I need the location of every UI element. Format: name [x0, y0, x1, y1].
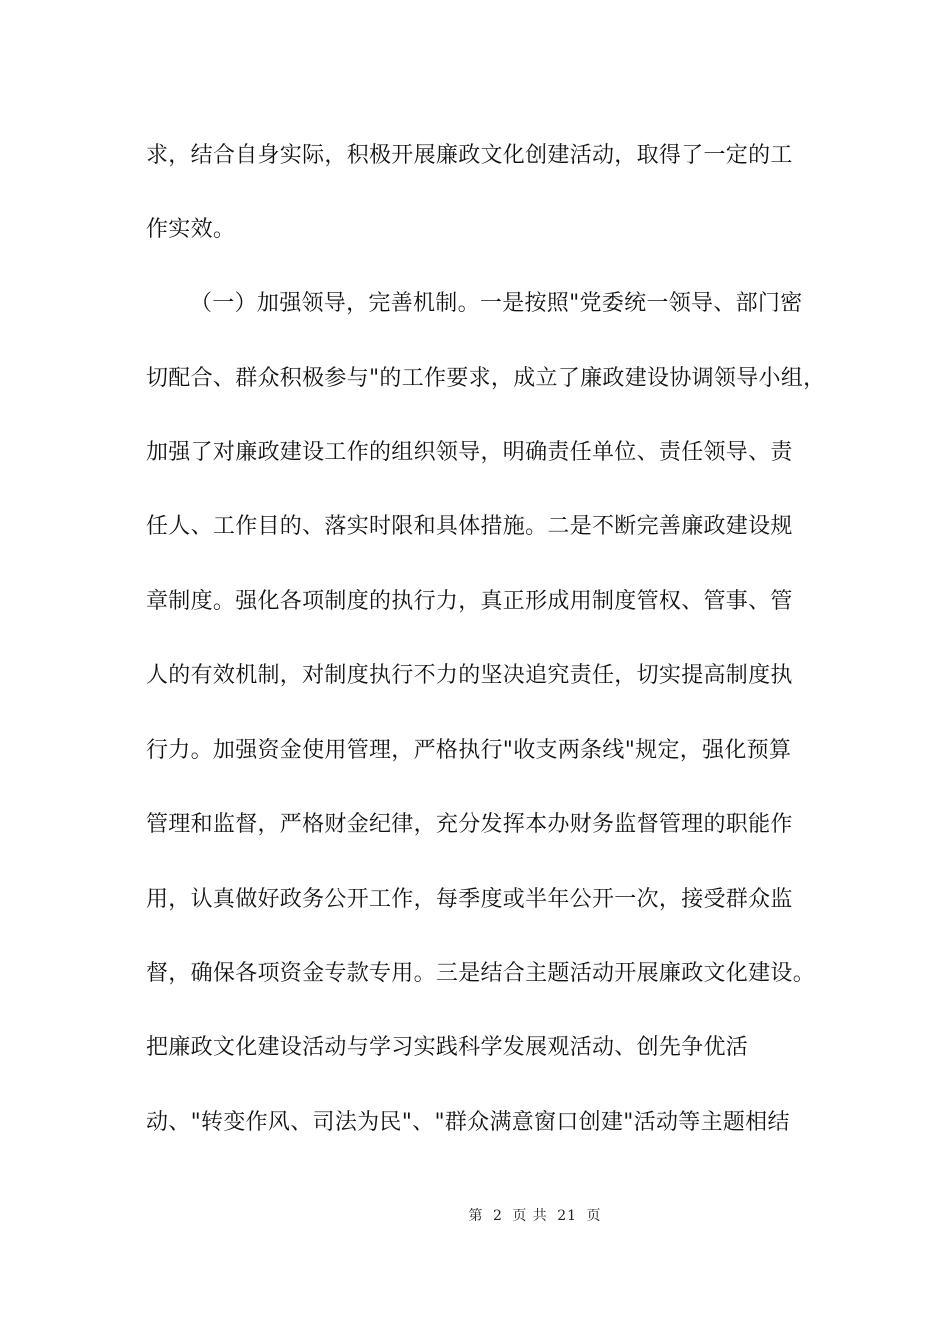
footer-middle: 页 共: [512, 1208, 548, 1224]
page-footer: [0, 1206, 950, 1226]
paragraph-line: 用，认真做好政务公开工作，每季度或半年公开一次，接受群众监: [146, 887, 793, 912]
paragraph-line: 人的有效机制，对制度执行不力的坚决追究责任，切实提高制度执: [146, 663, 793, 688]
paragraph-line: 任人、工作目的、落实时限和具体措施。二是不断完善廉政建设规: [146, 514, 793, 539]
paragraph-line: 作实效。: [146, 217, 236, 242]
footer-suffix: 页: [586, 1208, 602, 1224]
paragraph-line: 督，确保各项资金专款专用。三是结合主题活动开展廉政文化建设。: [146, 961, 816, 986]
paragraph-line: （一）加强领导，完善机制。一是按照"党委统一领导、部门密: [190, 291, 803, 316]
paragraph-line: 把廉政文化建设活动与学习实践科学发展观活动、创先争优活: [146, 1035, 749, 1060]
paragraph-line: 切配合、群众积极参与"的工作要求，成立了廉政建设协调领导小组，: [146, 366, 826, 391]
footer-prefix: 第: [468, 1208, 484, 1224]
footer-total-pages: 21: [557, 1208, 578, 1224]
paragraph-line: 加强了对廉政建设工作的组织领导，明确责任单位、责任领导、责: [146, 440, 793, 465]
paragraph-line: 求，结合自身实际，积极开展廉政文化创建活动，取得了一定的工: [146, 143, 793, 168]
footer-current-page: 2: [492, 1208, 503, 1224]
paragraph-line: 管理和监督，严格财金纪律，充分发挥本办财务监督管理的职能作: [146, 812, 793, 837]
paragraph-line: 动、"转变作风、司法为民"、"群众满意窗口创建"活动等主题相结: [146, 1110, 790, 1135]
paragraph-line: 行力。加强资金使用管理，严格执行"收支两条线"规定，强化预算: [146, 738, 792, 763]
paragraph-line: 章制度。强化各项制度的执行力，真正形成用制度管权、管事、管: [146, 589, 793, 614]
